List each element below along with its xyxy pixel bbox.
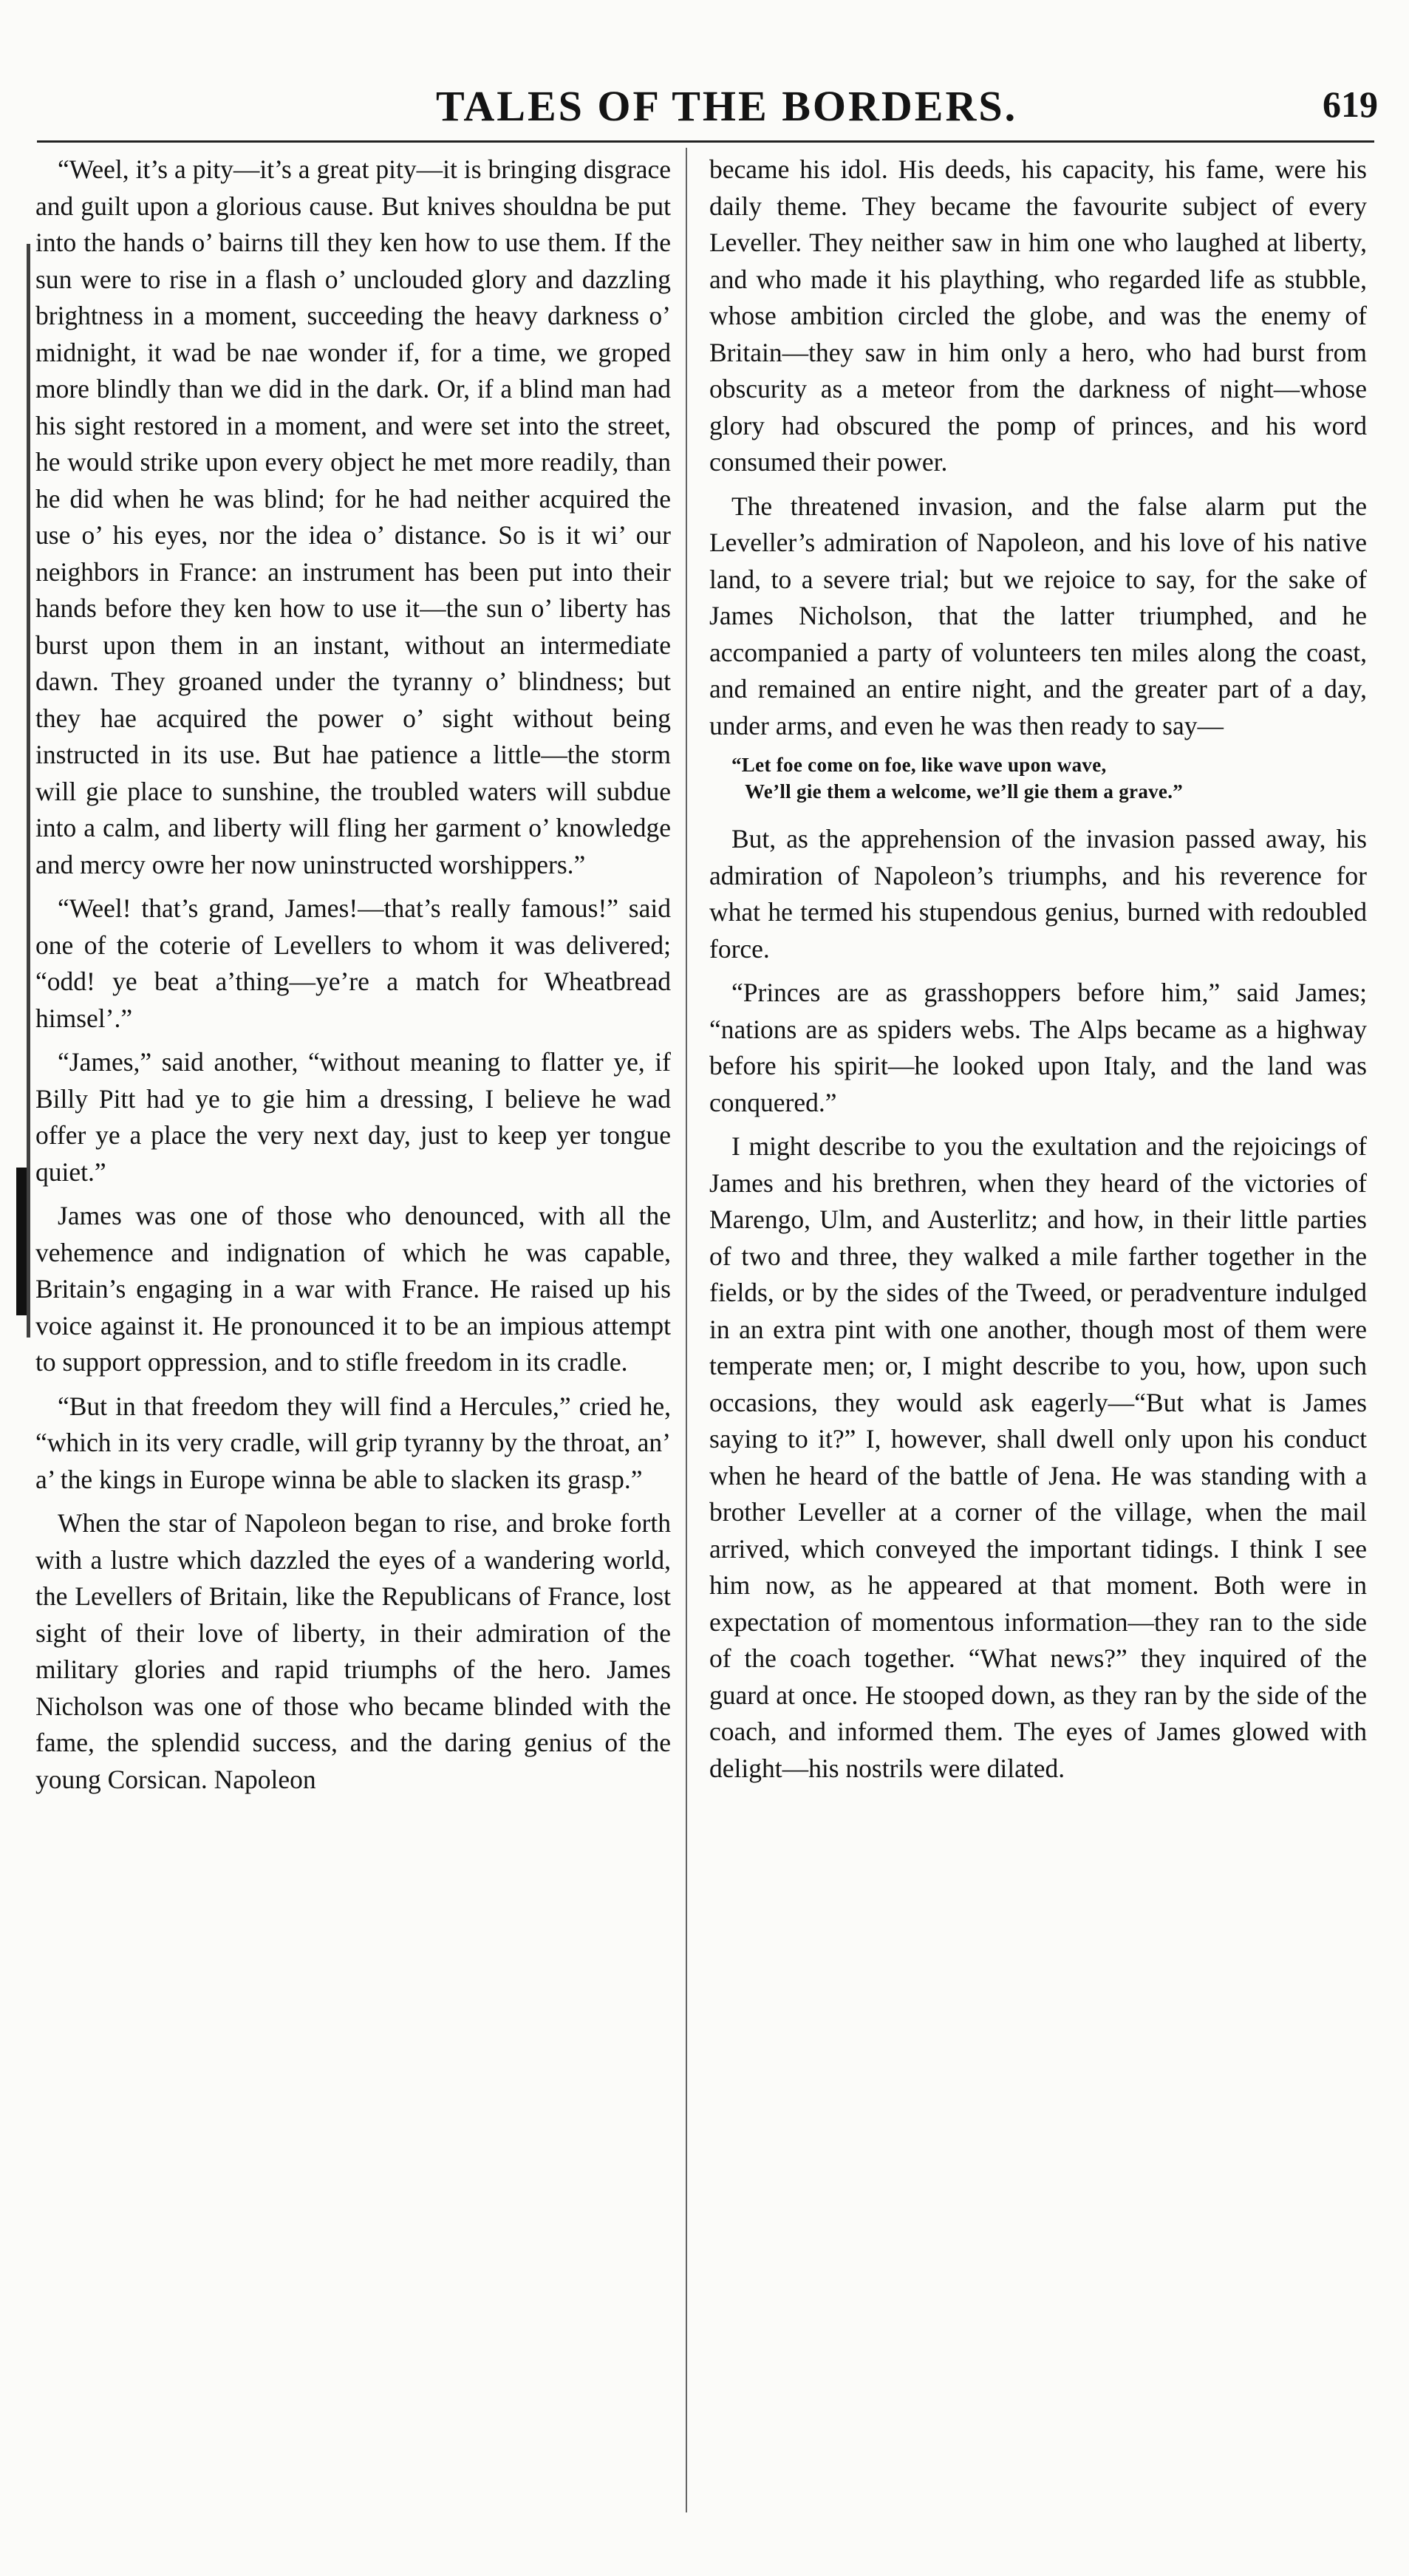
- paragraph: “Princes are as grasshoppers before him,” said James; “nations are as spiders webs. The Alps became as a highway before his spirit—he looked upon Italy, and the land was conquered.”: [709, 978, 1367, 1117]
- right-column: [709, 151, 1367, 1794]
- page-number: 619: [1323, 84, 1378, 125]
- left-column: [35, 151, 671, 1805]
- paragraph: When the star of Napoleon began to rise, and broke forth with a lustre which dazzled the eyes of a wandering world, the Levellers of Britain, like the Republicans of France, lost sight of their love of liberty, in their admiration of the military glories and rapid triumphs of the hero. James Nicholson was one of those who became blinded with the fame, the splendid success, and the daring genius of the young Corsican. Napoleon: [35, 1508, 671, 1794]
- paragraph: The threatened invasion, and the false alarm put the Leveller’s admiration of Napoleon, and his love of his native land, to a severe trial; but we rejoice to say, for the sake of James Nicholson, that the latter triumphed, and he accompanied a party of volunteers ten miles along the coast, and remained an entire night, and the greater part of a day, under arms, and even he was then ready to say—: [709, 491, 1367, 740]
- paragraph: “James,” said another, “without meaning to flatter ye, if Billy Pitt had ye to gie him a dressing, I believe he wad offer ye a place the very next day, just to keep yer tongue quiet.”: [35, 1047, 671, 1187]
- margin-mark: [27, 244, 30, 1338]
- running-title: TALES OF THE BORDERS.: [436, 82, 1018, 130]
- margin-mark: [16, 1168, 27, 1315]
- verse-line: We’ll gie them a welcome, we’ll gie them a grave.”: [745, 780, 1184, 803]
- paragraph: “Weel, it’s a pity—it’s a great pity—it is bringing disgrace and guilt upon a glorious cause. But knives shouldna be put into the hands o’ bairns till they ken how to use them. If the sun were to rise in a flash o’ unclouded glory and dazzling brightness in a moment, succeeding the heavy darkness o’ midnight, it wad be nae wonder if, for a time, we groped more blindly than we did in the dark. Or, if a blind man had his sight restored in a moment, and were set into the street, he would strike upon every object he met more readily, than he did when he was blind; for he had neither acquired the use o’ his eyes, nor the idea o’ distance. So is it wi’ our neighbors in France: an instrument has been put into their hands before they ken how to use it—the sun o’ liberty has burst upon them in an instant, without an intermediate dawn. They groaned under the tyranny o’ blindness; but they hae acquired the power o’ sight without being instructed in its use. But hae patience a little—the storm will gie place to sunshine, the troubled waters will subdue into a calm, and liberty will fling her garment o’ knowledge and mercy owre her now uninstructed worshippers.”: [35, 154, 671, 879]
- paragraph: became his idol. His deeds, his capacity, his fame, were his daily theme. They became the favourite subject of every Leveller. They neither saw in him one who laughed at liberty, and who made it his plaything, who regarded life as stubble, whose ambition circled the globe, and was the enemy of Britain—they saw in him only a hero, who had burst from obscurity as a meteor from the darkness of night—whose glory had obscured the pomp of princes, and his word consumed their power.: [709, 154, 1367, 477]
- verse-quote: [731, 752, 1367, 805]
- paragraph: But, as the apprehension of the invasion passed away, his admiration of Napoleon’s triumphs, and his reverence for what he termed his stupendous genius, burned with redoubled force.: [709, 824, 1367, 964]
- paragraph: “But in that freedom they will find a Hercules,” cried he, “which in its very cradle, will grip tyranny by the throat, an’ a’ the kings in Europe winna be able to slacken its grasp.”: [35, 1391, 671, 1494]
- paragraph: I might describe to you the exultation and the rejoicings of James and his brethren, when they heard of the victories of Marengo, Ulm, and Austerlitz; and how, in their little parties of two and three, they walked a mile farther together in the fields, or by the sides of the Tweed, or peradventure indulged in an extra pint with one another, though most of them were temperate men; or, I might describe to you, how, upon such occasions, they would ask eagerly—“But what is James saying to it?” I, however, shall dwell only upon his conduct when he heard of the battle of Jena. He was standing with a brother Leveller at a corner of the village, when the mail arrived, which conveyed the important tidings. I think I see him now, as he appeared at that moment. Both were in expectation of momentous information—they ran to the side of the coach together. “What news?” they inquired of the guard at once. He stooped down, as they ran by the side of the coach, and informed them. The eyes of James glowed with delight—his nostrils were dilated.: [709, 1131, 1367, 1783]
- paragraph: James was one of those who denounced, with all the vehemence and indignation of which he was capable, Britain’s engaging in a war with France. He raised up his voice against it. He pronounced it to be an impious attempt to support oppression, and to stifle freedom in its cradle.: [35, 1201, 671, 1377]
- column-divider: [686, 148, 687, 2512]
- header-rule: [37, 140, 1374, 143]
- verse-line: “Let foe come on foe, like wave upon wave,: [731, 754, 1107, 776]
- paragraph: “Weel! that’s grand, James!—that’s really famous!” said one of the coterie of Levellers to whom it was delivered; “odd! ye beat a’thing—ye’re a match for Wheatbread himsel’.”: [35, 893, 671, 1033]
- page-header: [0, 0, 1409, 148]
